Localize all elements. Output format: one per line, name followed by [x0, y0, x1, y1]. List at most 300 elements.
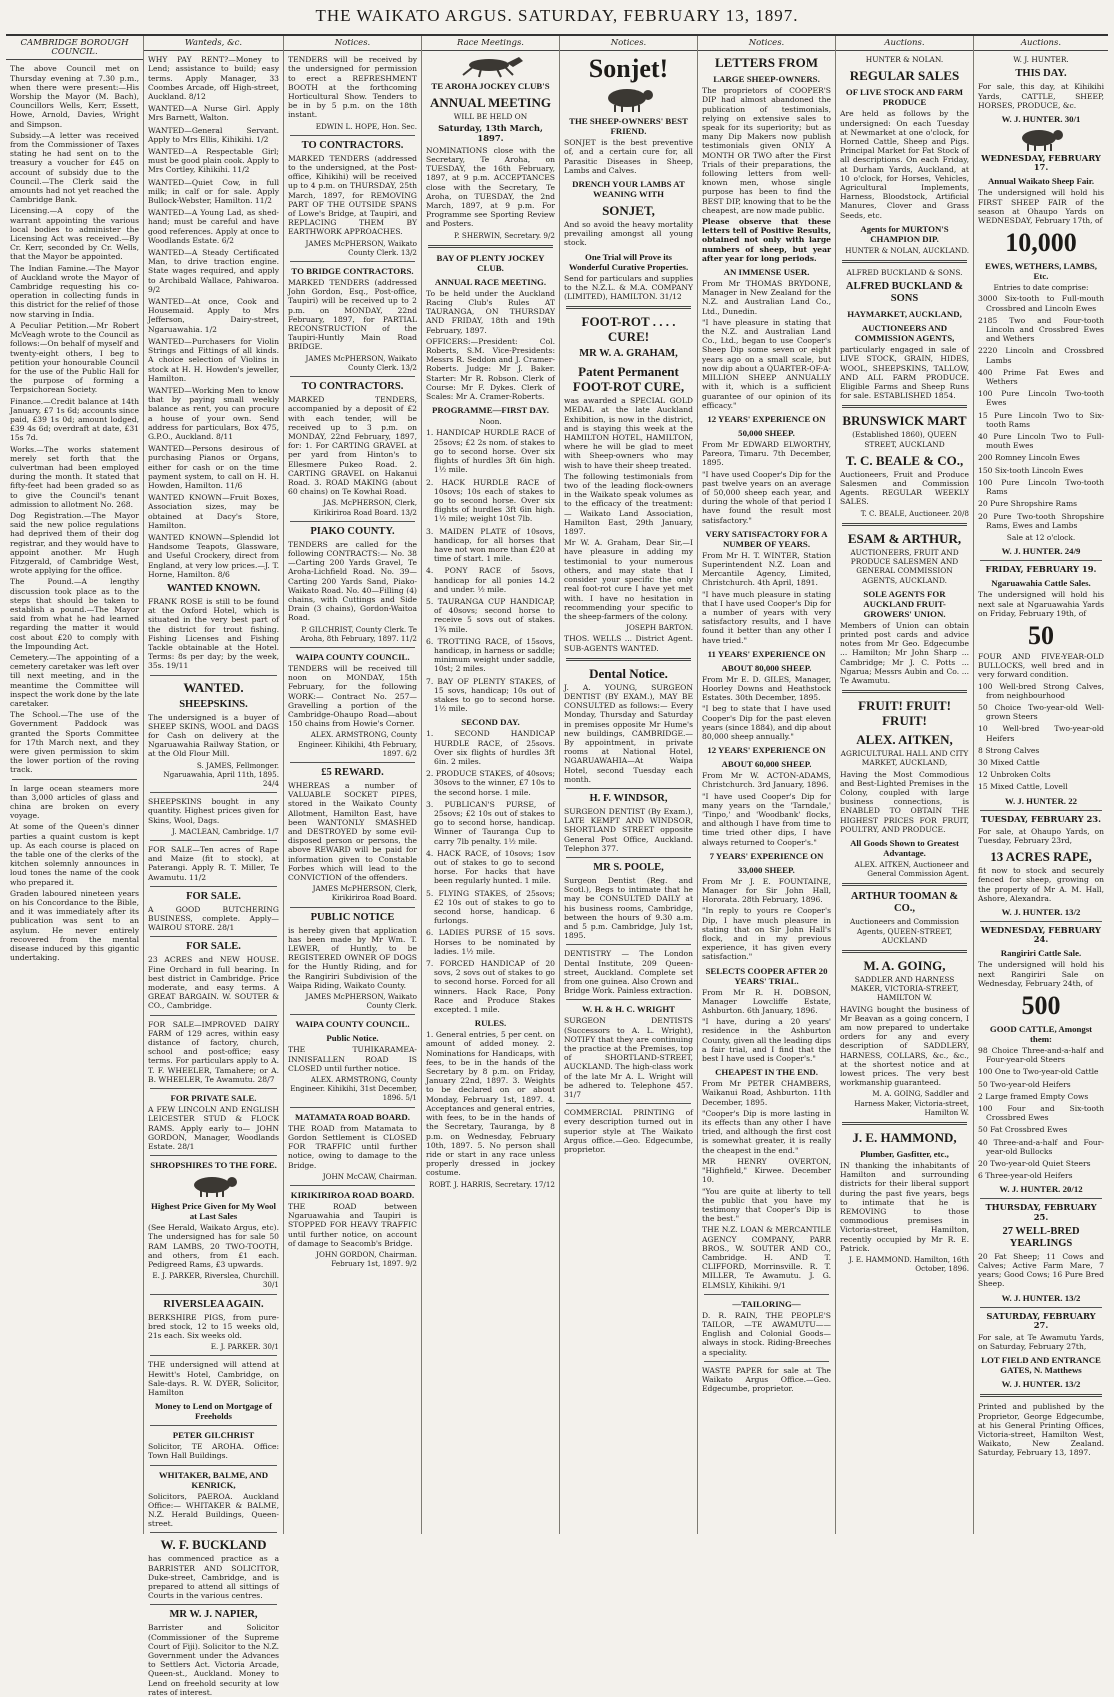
ad-title: FOR SALE. — [186, 941, 241, 953]
article-paragraph: Graden laboured nineteen years on his Concordance to the Bible, and it was immediately after its publication was sent to an asylum. He never entirely recovered from the mental disease induced by this gigantic undertaking. — [10, 888, 139, 963]
divider — [566, 306, 691, 309]
sale-entry: 150 Six-tooth Lincoln Ewes — [978, 465, 1084, 475]
sheep-icon — [599, 86, 659, 112]
ad-body: Are held as follows by the undersigned: On each Tuesday at Newmarket at one o'clock, for Horned Cattle, Sheep and Pigs. Principal Market for Fat Stock of all descriptions. On each Friday, at Durham Yards, Auckland, at 10 o'clock, for Horses, Vehicles, Agricultural Implements, Harness, Bloodstock, Artificial Manures, Clover and Grass Seeds, etc. — [840, 109, 969, 220]
ad-body: (See Herald, Waikato Argus, etc). The undersigned has for sale 50 RAM LAMBS, 20 TWO-TOOTH, and others, from £1 each. Pedigreed Rams, £3 upwards. — [148, 1223, 279, 1269]
divider — [980, 810, 1102, 811]
divider — [290, 647, 415, 648]
sale-entry: 98 Choice Three-and-a-half and Four-year-old Steers — [978, 1046, 1104, 1065]
race-entry: 1. SECOND HANDICAP HURDLE RACE, of 25sovs. Over six flights of hurdles 3ft 6in. 2 miles. — [426, 729, 555, 766]
column-auctions-1 — [836, 36, 974, 1534]
ad-subtitle: WILL BE HELD ON — [453, 112, 528, 122]
ad-title: BRUNSWICK MART — [842, 413, 967, 429]
ad-body: 20 Fat Sheep; 11 Cows and Calves; Active Farm Mare, 7 years; Good Cows; 16 Pure Bred Sheep. — [978, 1251, 1104, 1289]
section-title: CHEAPEST IN THE END. — [715, 1067, 818, 1078]
ad-title: M. A. GOING, — [863, 957, 946, 973]
cattle-entries-list — [978, 1046, 1104, 1180]
article-paragraph: Finance.—Credit balance at 14th January, £7 1s 6d; accounts since paid, £39 1s 0d; amount lodged, £39 4s 6d; overdraft at date, £31 15s 7d. — [10, 396, 139, 443]
race-entry: 1. HANDICAP HURDLE RACE of 25sovs; £2 2s nom. of stakes to go to second horse. Over six flights of hurdles 3ft 6in high. 1½ mile. — [426, 428, 555, 475]
race-entry: 2. HACK HURDLE RACE of 10sovs; 10s each of stakes to go to second horse. Over six flights of hurdles 3ft 6in high. 1½ mile; weight 10st 7lb. — [426, 477, 555, 524]
ad-title: WAIPA COUNTY COUNCIL. — [295, 651, 410, 662]
column-cambridge-council — [6, 36, 144, 1534]
ad-body: D. R. RAIN, THE PEOPLE'S TAILOR, —TE AWAMUTU—— English and Colonial Goods—always in stock. Riding-Breeches a speciality. — [702, 1310, 831, 1357]
ad-body: THE ROAD from Matamata to Gordon Settlement is CLOSED FOR TRAFFIC until further notice, owing to damage to the Bridge. — [288, 1123, 417, 1170]
ad-subtitle: AUCTIONEERS, FRUIT AND PRODUCE SALESMEN AND GENERAL COMMISSION AGENTS, AUCKLAND. — [850, 547, 959, 585]
ad-title: TO CONTRACTORS. — [301, 381, 404, 393]
sale-date: TUESDAY, FEBRUARY 23. — [980, 813, 1102, 824]
column-header: Notices. — [560, 38, 697, 51]
ad-signature: W. J. HUNTER. 13/2 — [1001, 1292, 1081, 1303]
ad-subtitle: One Trial will Prove its Wonderful Curative Properties. — [568, 251, 689, 272]
column-header: Notices. — [698, 38, 835, 51]
ad-subtitle: Ngaruawahia Cattle Sales. — [991, 578, 1091, 589]
column-header: Race Meetings. — [422, 38, 559, 51]
cattle-entries-list — [978, 682, 1104, 792]
sale-entry: 2220 Lincoln and Crossbred Lambs — [978, 346, 1104, 365]
ad-signature: JAS. McPHERSON, Clerk, Kirikiriroa Road Board. 13/2 — [313, 498, 417, 517]
column-header: Wanteds, &c. — [144, 38, 283, 51]
testimonial-source: From Mr H. T. WINTER, Station Superintendent N.Z. Loan and Mercantile Agency, Limited, Christchurch. 4th April, 1891. — [702, 550, 831, 588]
divider — [566, 944, 691, 945]
ad-body: MARKED TENDERS (addressed to the undersigned, at the Post-office, Kihikihi) will be received up to 4 p.m. on THURSDAY, 25th March, 1897, for REMOVING PART OF THE OUTSIDE SPANS of Lowe's Bridge, at Taupiri, and REPLACING THEM BY EARTHWORK APPROACHES. — [288, 153, 417, 237]
ad-signature: JAMES McPHERSON, Waikato County Clerk. — [305, 992, 417, 1011]
testimonial-source: From Mr THOMAS BRYDONE, Manager in New Zealand for the N.Z. and Australian Land Co., Ltd., Dunedin. — [702, 279, 831, 316]
sale-entry: 100 Four and Six-tooth Crossbred Ewes — [978, 1104, 1104, 1123]
testimonial: "In reply to yours re Cooper's Dip, I have much pleasure in stating that on Sir John Hall's flock, and in my previous experience, it has given every satisfaction." — [702, 906, 831, 962]
ad-signature: HUNTER & NOLAN, AUCKLAND. — [845, 245, 969, 255]
ad-title: MATAMATA ROAD BOARD. — [295, 1111, 410, 1122]
column-auctions-2 — [974, 36, 1108, 1534]
ad-body: particularly engaged in sale of LIVE STOCK, GRAIN, HIDES, WOOL, SHEEPSKINS, TALLOW, AND ALL FARM PRODUCE. Eligible Farms and Sheep Runs for sale. ESTABLISHED 1854. — [840, 345, 969, 401]
ad-signature: ALEX. AITKEN, Auctioneer and General Commission Agent. — [854, 859, 969, 879]
ad-body: SONJET is the best preventive of, and a certain cure for, all Parasitic Diseases in Sheep, Lambs and Calves. — [564, 138, 693, 175]
ad-title: PIAKO COUNTY. — [310, 525, 395, 537]
sale-entry: 50 Two-year-old Heifers — [978, 1079, 1071, 1089]
lot-count: 500 — [1021, 991, 1061, 1020]
sale-entry: 40 Three-and-a-half and Four-year-old Bullocks — [978, 1137, 1104, 1156]
divider — [566, 658, 691, 661]
ad-body: Solicitor, TE AROHA. Office: Town Hall Buildings. — [148, 1442, 279, 1461]
ad-subtitle: LARGE SHEEP-OWNERS. — [713, 74, 820, 85]
ad-title: 27 WELL-BRED YEARLINGS — [1002, 1225, 1080, 1249]
article-paragraph: The Pound.—A lengthy discussion took place as to the steps that should be taken to establish a pound.—The Mayor said from what he had learned regarding the matter it would cost about £20 to comply with the Impounding Act. — [10, 577, 139, 651]
ad-signature: JAMES McPHERSON, Waikato County Clerk. 13/2 — [305, 238, 417, 257]
divider — [566, 1103, 691, 1104]
rules-body: 1. General entries, 5 per cent. on amount of added money. 2. Nominations for Handicaps, with fees, to be in the hands of the Secretary by 8 p.m. on Friday, January 22nd, 1897. 3. Weights to be declared on or about Monday, February 1st, 1897. 4. Acceptances and general entries, with fees, to be in the hands of the Secretary, Tauranga, by 8 p.m. on Wednesday, February 10th, 1897. 5. No person shall ride or start in any race unless properly dressed in jockey costume. — [426, 1030, 555, 1178]
divider — [290, 135, 415, 136]
ad-signature: J. MACLEAN, Cambridge. 1/7 — [171, 826, 279, 836]
wanted-ad: WANTED—Quiet Cow, in full milk; in calf or for sale. Apply Bullock-Webster, Hamilton. 11/2 — [148, 177, 279, 206]
article-paragraph: Works.—The works statement merely set forth that the culvertman had been employed during the month. It stated that fifty-feet had been graded so as to give the Council's tenant admission to allotment No. 268. — [10, 444, 139, 509]
ad-body: SHEEPSKINS bought in any quantity. Highest prices given for Skins, Wool, Dags. — [148, 797, 279, 825]
ad-signature: JAMES McPHERSON, Waikato County Clerk. 13/2 — [305, 353, 417, 372]
ad-body: Having the Most Commodious and Best-Lighted Premises in the Colony, coupled with large business connections, is ENABLED TO OBTAIN THE HIGHEST PRICES FOR FRUIT, POULTRY, AND PRODUCE. — [840, 769, 969, 834]
ad-subtitle: ANNUAL MEETING — [430, 95, 551, 111]
ad-signature: W. J. HUNTER. 22 — [1004, 795, 1077, 806]
ad-title: ESAM & ARTHUR, — [847, 530, 962, 546]
section-title: 50,000 SHEEP. — [738, 427, 795, 438]
divider — [150, 886, 277, 887]
divider — [150, 675, 277, 676]
ad-body: TENDERS are called for the following CONTRACTS:— No. 38—Carting 200 Yards Gravel, Te Aroha-Lichfield Road. No. 39—Carting 200 Yards Sand, Piako-Waikato Road. No. 40—Filling (4) chains, with Cuttings and Side Drain (3 chains), Gordon-Waitoa Road. — [288, 539, 417, 623]
sale-entry: 20 Two-year-old Quiet Steers — [978, 1159, 1091, 1169]
divider — [842, 950, 967, 953]
ad-subtitle: Entries to date comprise: — [993, 283, 1089, 293]
ad-subtitle: (Established 1860), QUEEN STREET, AUCKLAND — [852, 430, 957, 449]
ad-body: SURGEON DENTIST (By Exam.), LATE KEMPT AND WINDSOR, SHORTLAND STREET opposite General Post Office, Auckland. Telephon 377. — [564, 806, 693, 853]
ad-title: TO BRIDGE CONTRACTORS. — [291, 266, 414, 277]
ad-title: SONJET, — [602, 203, 655, 219]
wanted-ads-list — [148, 55, 279, 579]
divider — [290, 376, 415, 377]
divider — [290, 907, 415, 908]
ad-body: FOR SALE—IMPROVED DAIRY FARM of 129 acres, within easy distance of factory, church, school and post-office; easy terms. For particulars apply to A. T. F. WHEELER, Tamahere; or A. B. WHEELER, Te Awamutu. 28/7 — [148, 1019, 279, 1084]
sale-entry: 50 Fat Crossbred Ewes — [978, 1125, 1068, 1135]
ad-subtitle: Auctioneers and Commission Agents, QUEEN-STREET, AUCKLAND — [849, 917, 960, 945]
ad-title: —TAILORING— — [732, 1298, 801, 1309]
divider — [566, 999, 691, 1000]
column-cooper-dip — [698, 36, 836, 1534]
wanted-ad: WANTED—A Steady Certificated Man, to drive traction engine. State wages required, and apply to Archibald Wallace, Pahiwaroa. 9/2 — [148, 248, 279, 294]
ad-body: 23 ACRES and NEW HOUSE. Fine Orchard in full bearing. In best district in Cambridge. Price moderate, and easy terms. A GREAT BARGAIN. W. SOUTER & CO., Cambridge. — [148, 955, 279, 1011]
ad-body: For sale, at Te Awamutu Yards, on Saturday, February 27th, — [978, 1333, 1104, 1352]
ad-subtitle: Plumber, Gasfitter, etc., — [860, 1149, 949, 1160]
sheep-entries-list — [978, 294, 1104, 529]
ad-subtitle: AUCTIONEERS AND COMMISSION AGENTS, — [854, 323, 955, 344]
divider — [980, 1394, 1102, 1397]
ad-signature: E. J. PARKER. 30/1 — [210, 1342, 279, 1352]
sale-entry: 40 Pure Lincoln Two to Full-mouth Ewes — [978, 432, 1104, 451]
ad-subtitle: SADDLER AND HARNESS MAKER, VICTORIA-STREET, HAMILTON W. — [850, 974, 959, 1003]
divider — [150, 1604, 277, 1605]
race-entry: 3. MAIDEN PLATE of 10sovs, handicap, for all horses that have not won more than £20 at time of start. 1 mile. — [426, 526, 555, 564]
ad-title: £5 REWARD. — [321, 767, 384, 778]
sale-date: WEDNESDAY, FEBRUARY 17. — [981, 153, 1101, 173]
divider — [290, 521, 415, 522]
ad-body: THOS. WELLS ... District Agent. SUB-AGENTS WANTED. — [564, 634, 693, 653]
wanted-ad: WANTED—Purchasers for Violin Strings and Fittings of all kinds. A choice selection of Violins in stock at H. H. Howden's jeweller, Hamilton. — [148, 336, 279, 383]
ad-topline: HUNTER & NOLAN. — [865, 55, 944, 65]
ad-signature: E. J. PARKER, Riverslea, Churchill. 30/1 — [152, 1271, 279, 1290]
ad-title: H. F. WINDSOR, — [589, 792, 668, 804]
divider — [150, 1465, 277, 1466]
ad-title: RIVERSLEA AGAIN. — [163, 1298, 264, 1310]
sale-entry: 10 Well-bred Two-year-old Heifers — [978, 724, 1104, 743]
sale-entry: 100 Pure Lincoln Two-tooth Rams — [978, 477, 1104, 497]
ad-title: PUBLIC NOTICE — [310, 911, 395, 923]
divider — [842, 523, 967, 526]
testimonial: "I have used Cooper's Dip for the past twelve years on an average of 50,000 sheep each year, and during the whole of that period I have found the result most satisfactory." — [702, 469, 831, 525]
ad-body: For sale, this day, at Kihikihi Yards, CATTLE, SHEEP, HORSES, PRODUCE, &c. — [978, 82, 1104, 110]
ad-title: TO CONTRACTORS. — [301, 139, 404, 151]
ad-signature: M. A. GOING, Saddler and Harness Maker, Victoria-street, Hamilton W. — [854, 1089, 969, 1117]
ad-title: ALEX. AITKEN, — [856, 732, 953, 748]
ad-body: Auctioneers, Fruit and Produce Salesmen and Commission Agents. REGULAR WEEKLY SALES. — [840, 469, 969, 507]
ad-subtitle: Annual Waikato Sheep Fair. — [987, 176, 1095, 187]
column-notices-tenders — [284, 36, 422, 1534]
ad-body: Members of Union can obtain printed post cards and advice notes from Mr Geo. Edgecumbe ... Hamilton; Mr John Sharp ... Cambridge; Mr J. C. Potts ... Ngarua; Messrs Aubin and Co. ... Te Awamutu. — [840, 620, 969, 685]
ad-subtitle: Money to Lend on Mortgage of Freeholds — [154, 1401, 273, 1422]
divider — [704, 1294, 829, 1295]
programme-title: SECOND DAY. — [461, 717, 520, 728]
race-entry: 4. HACK RACE, of 10sovs; 1sov out of stakes to go to second horse. For hacks that have been regularly hunted. 1 mile. — [426, 848, 555, 886]
testimonial: "Cooper's Dip is more lasting in its effects than any other I have tried, and although the first cost is somewhat greater, it is really the cheapest in the end." — [702, 1108, 831, 1155]
ad-title: J. E. HAMMOND, — [852, 1130, 957, 1146]
programme-title: PROGRAMME—FIRST DAY. — [432, 405, 549, 416]
ad-signature: JOHN GORDON, Chairman. February 1st, 1897. 9/2 — [316, 1249, 417, 1269]
ad-title: FOOT-ROT . . . . CURE! — [581, 314, 676, 345]
wanted-ad: WHY PAY RENT?—Money to Lend; assistance to build; easy terms. Apply Manager, 33 Coombes Arcade, off High-street, Auckland. 8/12 — [148, 55, 279, 102]
ad-body: SURGEON DENTISTS (Successors to A. L. Wright), NOTIFY that they are continuing the practice at the Premises, top of SHORTLAND-STREET, AUCKLAND. The high-class work of the late Mr A. L. Wright will be adhered to. Telephone 457. 31/7 — [564, 1016, 693, 1100]
ad-body: A GOOD BUTCHERING BUSINESS, complete. Apply— WAIROU STORE. 28/1 — [148, 904, 279, 933]
ad-signature: JAMES McPHERSON, Clerk, Kirikiriroa Road Board. — [312, 884, 417, 903]
race-entry: 6. LADIES PURSE of 15 sovs. Horses to be nominated by ladies. 1½ mile. — [426, 928, 555, 956]
testimonial: "I beg to state that I have used Cooper's Dip for the past eleven years (since 1884), and dip about 80,000 sheep annually." — [702, 704, 831, 741]
ad-title: WANTED KNOWN. — [166, 582, 261, 594]
ad-title: 13 ACRES RAPE, — [990, 849, 1092, 865]
ad-body: The undersigned will hold his next Rangiriri Sale on Wednesday, February 24th, of — [978, 960, 1104, 988]
sheep-icon — [1013, 127, 1069, 151]
column-header: Auctions. — [836, 38, 973, 51]
section-title: 7 YEARS' EXPERIENCE ON — [709, 850, 824, 861]
ad-signature: EDWIN L. HOPE, Hon. Sec. — [315, 121, 417, 131]
race-entry: 6. TROTTING RACE, of 15sovs, handicap, in harness or saddle; minimum weight under saddle, 10st; 2 miles. — [426, 636, 555, 674]
ad-signature: T. C. BEALE, Auctioneer. 20/8 — [860, 508, 969, 518]
ad-body: Solicitors, PAEROA. Auckland Office:— WHITAKER & BALME, N.Z. Herald Buildings, Queen-street. — [148, 1491, 279, 1529]
ad-body: Surgeon Dentist (Reg. and Scotl.), Begs to intimate that he may be CONSULTED DAILY at his business rooms, Cambridge, between the hours of 9.30 a.m. and 5 p.m. Cambridge, July 1st, 1895. — [564, 875, 693, 941]
ad-title: Dental Notice. — [589, 665, 668, 681]
ad-subtitle: Public Notice. — [326, 1033, 379, 1044]
ad-subtitle: Highest Price Given for My Wool at Last Sales — [150, 1201, 276, 1222]
sale-date: SATURDAY, FEBRUARY 27. — [986, 1310, 1096, 1330]
article-paragraph: The School.—The use of the Government Paddock was granted the Sports Committee for 17th March next, and they were given permission to skim the lower portion of the roving track. — [10, 710, 139, 775]
ad-title: T. C. BEALE & CO., — [845, 452, 964, 468]
wanted-ad: WANTED—At once, Cook and Housemaid. Apply to Mrs Jefferson, Dairy-street, Ngaruawahia. 1/2 — [148, 297, 279, 334]
ad-subtitle: HAYMARKET, AUCKLAND, — [847, 309, 962, 320]
ad-subtitle: DRENCH YOUR LAMBS AT WEANING WITH — [572, 179, 685, 200]
sale-entry: 8 Strong Calves — [978, 745, 1040, 755]
ad-title: THIS DAY. — [1015, 68, 1067, 80]
ad-subtitle: Patent Permanent FOOT-ROT CURE, — [572, 364, 685, 395]
ad-signature: J. E. HAMMOND. Hamilton, 16th October, 1896. — [848, 1255, 969, 1274]
ad-title: KIRIKIRIROA ROAD BOARD. — [290, 1189, 415, 1200]
race-entry: 3. PUBLICAN'S PURSE, of 25sovs; £2 10s out of stakes to go to second horse, handicap. Winner of Tauranga Cup to carry 7lb penalty. 1½ mile. — [426, 799, 555, 846]
sale-entry: 15 Mixed Cattle, Lovell — [978, 782, 1068, 792]
column-header: CAMBRIDGE BOROUGH COUNCIL. — [6, 38, 143, 60]
ad-body: FRANK ROSE is still to be found at the Oxford Hotel, which is situated in the very best part of the district for trout fishing. Fishing Licenses and Fishing Tackle obtainable at the Hotel. Terms: 8s per day; by the week, 35s. 19/11 — [148, 596, 279, 671]
race-entry: 7. BAY OF PLENTY STAKES, of 15 sovs, handicap; 10s out of stakes to go to second horse. 1½ mile. — [426, 676, 555, 714]
ad-body: was awarded a SPECIAL GOLD MEDAL at the late Auckland Exhibition, is now in the district, and is staying this week at the HAMILTON HOTEL, HAMILTON, where he will be glad to meet with Sheep-owners who may wish to have their sheep treated. — [564, 396, 693, 470]
sale-entry: 50 Choice Two-year-old Well-grown Steers — [978, 702, 1104, 722]
sale-date: THURSDAY, FEBRUARY 25. — [985, 1202, 1097, 1222]
wanted-ad: WANTED—Working Men to know that by paying small weekly balance as rent, you can procure a house of your own. Send address for particulars, Box 475, G.P.O., Auckland. 8/11 — [148, 385, 279, 441]
ad-body: NOMINATIONS close with the Secretary, Te Aroha, on TUESDAY, the 16th February, 1897, at 9 p.m. ACCEPTANCES close with the Secretary, Te Aroha, on TUESDAY, the 2nd March, 1897, at 9 p.m. For Programme see Sporting Review and Posters. — [426, 145, 555, 229]
ad-body: COMMERCIAL PRINTING of every description turned out in superior style at The Waikato Argus office.—Geo. Edgecumbe, proprietor. — [564, 1108, 693, 1155]
sale-entry: 15 Pure Lincoln Two to Six-tooth Rams — [978, 410, 1104, 429]
testimonial-source: MR HENRY OVERTON, "Highfield," Kirwee. December 10. — [702, 1156, 831, 1185]
sale-entry: 2 Large framed Empty Cows — [978, 1091, 1089, 1101]
race-list-day1 — [426, 428, 555, 713]
ad-body: Send for particulars and supplies to the N.Z.L. & M.A. COMPANY (LIMITED), HAMILTON. 31/12 — [564, 273, 693, 302]
masthead: THE WAIKATO ARGUS. SATURDAY, FEBRUARY 13, 1897. — [315, 6, 799, 25]
sale-entry: 20 Pure Two-tooth Shropshire Rams, Ewes and Lambs — [978, 511, 1104, 530]
ad-topline: W. J. HUNTER. — [1013, 55, 1069, 65]
ad-body: The undersigned will hold his FIRST SHEEP FAIR of the season at Ohaupo Yards on WEDNESDAY, February 17th, of — [978, 188, 1104, 226]
ad-title: Sonjet! — [588, 54, 669, 84]
officers-list: OFFICERS:—President: Col. Roberts, S.M. Vice-Presidents: Messrs R. Seddon and J. Cramer-Roberts. Judge: Mr J. Baker. Starter: Mr R. Robson. Clerk of Course: Mr F. Dykes. Clerk of Scales: Mr A. Cramer-Roberts. — [426, 336, 555, 402]
section-title: ABOUT 60,000 SHEEP. — [721, 759, 812, 770]
article-paragraph: Subsidy.—A letter was received from the Commissioner of Taxes stating he had sent on to the treasury a voucher for £45 on account of subsidy due to the Council.—The Clerk said the amounts had not yet reached the Cambridge Bank. — [10, 130, 139, 205]
ad-body: TENDERS will be received till noon on MONDAY, 15th February, for the following WORK:— Contract No. 257—Gravelling a portion of the Cambridge-Ohaupo Road—about 150 chains from Howie's Corner. — [288, 663, 417, 729]
testimonial: "I have used Cooper's Dip for many years on the 'Tarndale,' 'Tinpo,' and 'Woodbank' flocks, and although I have from time to time tried other dips, I have always returned to Cooper's." — [702, 791, 831, 847]
ad-body: has commenced practice as a BARRISTER AND SOLICITOR, Duke-street, Cambridge, and is prepared to attend all sittings of Courts in the various centres. — [148, 1554, 279, 1601]
testimonial-source: From Mr E. D. GILES, Manager, Hoorley Downs and Heathstock Estates. 30th December, 1895. — [702, 674, 831, 703]
column-race-meetings — [422, 36, 560, 1534]
race-list-day2 — [426, 729, 555, 1014]
divider — [290, 1107, 415, 1108]
ad-signature: W. J. HUNTER. 13/2 — [1001, 906, 1081, 917]
divider — [704, 1361, 829, 1362]
testimonial: "I have much pleasure in stating that I have used Cooper's Dip for a number of years with very satisfactory results, and I have found it better than any other I have tried." — [702, 589, 831, 645]
ad-title: FOR PRIVATE SALE. — [170, 1093, 257, 1104]
ad-body: fit now to stock and securely fenced for sheep, growing on the property of Mr A. M. Hall, Ashore, Alexandra. — [978, 866, 1104, 903]
divider — [290, 1014, 415, 1015]
divider — [150, 1532, 277, 1533]
horse-icon — [453, 55, 529, 77]
divider — [980, 921, 1102, 922]
ad-body: MARKED TENDERS (addressed John Gordon, Esq., Post-office, Taupiri) will be received up to 2 p.m. on MONDAY, 22nd February, 1897, for PARTIAL RECONSTRUCTION of the Taupiri-Huntly Main Road BRIDGE. — [288, 278, 417, 352]
testimonial: Mr W. A. Graham, Dear Sir,—I have pleasure in adding my testimonial to your numerous others, and may state that I consider your specific the only real foot-rot cure I have yet met with. I have no hesitation in recommending your specific to the sheep-farmers of the colony. — [564, 538, 693, 621]
meeting-date: Saturday, 13th March, 1897. — [438, 123, 543, 143]
sale-entry: 6 Three-year-old Heifers — [978, 1171, 1073, 1181]
ad-signature: P. SHERWIN, Secretary. 9/2 — [453, 230, 555, 240]
divider — [842, 690, 967, 693]
article-paragraph: A Peculiar Petition.—Mr Robert McVeagh wrote to the Council as follows:—On behalf of myself and twenty-eight others, I beg to petition your honourable Council for the use of the Public Hall for the purpose of forming a Terpsichorean Society. — [10, 320, 139, 395]
section-title: 11 YEARS' EXPERIENCE ON — [707, 648, 826, 659]
section-title: ABOUT 80,000 SHEEP. — [721, 662, 812, 673]
divider — [980, 560, 1102, 561]
ad-body: For sale, at Ohaupo Yards, on Tuesday, February 23rd, — [978, 826, 1104, 845]
sale-date: WEDNESDAY, FEBRUARY 24. — [981, 924, 1101, 945]
race-entry: 4. PONY RACE of 5sovs, handicap for all ponies 14.2 and under. ½ mile. — [426, 566, 555, 594]
ad-title: BAY OF PLENTY JOCKEY CLUB. — [436, 252, 545, 273]
ad-body: The undersigned will hold his next sale at Ngaruawahia Yards on Friday, February 19th, of — [978, 590, 1104, 618]
wanted-ad: WANTED—A Respectable Girl; must be good plain cook. Apply to Mrs Cortley, Kihikihi. 11/2 — [148, 147, 279, 175]
ad-body: THE undersigned will attend at Hewitt's Hotel, Cambridge, on Sale-days. R. W. DYER, Solicitor, Hamilton — [148, 1360, 279, 1397]
divider — [842, 1122, 967, 1125]
divider — [150, 1294, 277, 1295]
wanted-ad: WANTED KNOWN—Splendid lot Handsome Teapots, Glassware, and Useful Crockery, direct from England, at very low prices.—J. T. Horne, Hamilton. 8/6 — [148, 532, 279, 579]
section-title: VERY SATISFACTORY FOR A NUMBER OF YEARS. — [705, 528, 828, 549]
divider — [150, 936, 277, 937]
ad-body: TENDERS will be received by the undersigned for permission to erect a REFRESHMENT BOOTH at the forthcoming Horticultural Show. Tenders to be in by 5 p.m. on the 18th instant. — [288, 55, 417, 120]
race-entry: 2. PRODUCE STAKES, of 40sovs; 30sovs to the winner, £7 10s to the second horse. 1 mile. — [426, 769, 555, 797]
sale-entry: 2185 Two and Four-tooth Lincoln and Crossbred Ewes and Wethers — [978, 315, 1104, 344]
ad-subtitle: GOOD CATTLE, Amongst them: — [989, 1024, 1093, 1044]
ad-subtitle: SHEEPSKINS. — [179, 698, 248, 710]
ad-body: And so avoid the heavy mortality prevailing amongst all young stock. — [564, 220, 693, 248]
ad-title: MR S. POOLE, — [593, 861, 664, 873]
ad-signature: W. J. HUNTER. 13/2 — [1001, 1379, 1081, 1390]
ad-title: WHITAKER, BALME, AND KENRICK, — [158, 1469, 269, 1490]
ad-title: ARTHUR TOOMAN & CO., — [850, 891, 959, 915]
divider — [290, 1185, 415, 1186]
lot-count: 10,000 — [1005, 228, 1077, 258]
ad-body: WHEREAS a number of VALUABLE SOCKET PIPES, stored in the Waikato County Allotment, Hamilton East, have been WANTONLY SMASHED and DESTROYED by some evil-disposed person or persons, the above REWARD will be paid for information given to Constable Forbes which will lead to the CONVICTION of the offenders. — [288, 781, 417, 883]
divider — [842, 883, 967, 886]
ad-title: TE AROHA JOCKEY CLUB'S — [431, 81, 550, 92]
divider — [980, 1307, 1102, 1308]
ad-title: LETTERS FROM — [715, 55, 818, 71]
ad-title: WAIPA COUNTY COUNCIL. — [295, 1019, 410, 1030]
wanted-ad: WANTED—A Young Lad, as shed-hand; must be careful and have good references. Apply at once to Woodlands Estate. 6/2 — [148, 208, 279, 245]
agents-list: THE N.Z. LOAN & MERCANTILE AGENCY COMPANY, PARR BROS., W. SOUTER AND CO., Cambridge. H. AND T. CLIFFORD, Morrinsville. R. T. MILLER, Te Awamutu. J. G. ELMSLY, Kihikihi. 9/1 — [702, 1225, 831, 1290]
section-title: AN IMMENSE USER. — [723, 267, 810, 278]
ad-title: PETER GILCHRIST — [172, 1430, 255, 1441]
ad-subtitle: All Goods Shown to Greatest Advantage. — [850, 837, 959, 858]
section-title: 12 YEARS' EXPERIENCE ON — [707, 745, 826, 756]
divider — [290, 762, 415, 763]
ad-subtitle: OF LIVE STOCK AND FARM PRODUCE — [845, 87, 964, 108]
article-paragraph: Cemetery.—The appointing of a cemetery caretaker was left over till next meeting, and in the meantime the Committee will inspect the work done by the late caretaker. — [10, 653, 140, 709]
ad-signature: JOHN McCAW, Chairman. — [322, 1171, 417, 1181]
article-paragraph: At some of the Queen's dinner parties a quaint custom is kept up. As each course is placed on the table one of the clerks of the kitchen solemnly announces in loud tones the name of the cook who prepared it. — [10, 822, 139, 887]
ad-title: WANTED. — [183, 679, 244, 695]
ad-subtitle: THE SHEEP-OWNERS' BEST FRIEND. — [569, 116, 688, 137]
article-paragraph: The above Council met on Thursday evening at 7.30 p.m., when there were present:—His Worship the Mayor (M. Bach), Councillors Wells, Kerr, Essett, Howe, Arnold, Davies, Wright and Simpson. — [10, 64, 139, 129]
sheep-icon — [184, 1173, 244, 1197]
ad-title: W. H. & H. C. WRIGHT — [581, 1004, 676, 1015]
lot-count: 50 — [1028, 620, 1054, 650]
testimonial-source: From Mr W. ACTON-ADAMS, Christchurch. 3rd January, 1896. — [702, 771, 831, 790]
testimonial-source: From Mr EDWARD ELWORTHY, Pareora, Timaru. 7th December, 1895. — [702, 439, 831, 468]
race-entry: 5. FLYING STAKES, of 25sovs; £2 10s out of stakes to go to second horse, handicap. 6 furlongs. — [426, 888, 555, 926]
race-entry: 7. FORCED HANDICAP of 20 sovs, 2 sovs out of stakes to go to second horse. Forced for all winners. Hack Race, Pony Race and Produce Stakes excepted. 1 mile. — [426, 959, 555, 1015]
ad-body: Please observe that these letters tell of Positive Results, obtained not only with large numbers of sheep, but year after year for long periods. — [702, 217, 831, 263]
ad-subtitle: Rangiriri Cattle Sale. — [1000, 948, 1082, 959]
article-paragraph: The Indian Famine.—The Mayor of Auckland wrote the Mayor of Cambridge requesting his co-operation in collecting funds in this district for the relief of those now starving in India. — [10, 263, 139, 319]
ad-signature: W. J. HUNTER. 24/9 — [1001, 546, 1081, 557]
divider — [12, 779, 137, 780]
divider — [290, 261, 415, 262]
divider — [980, 1198, 1102, 1199]
ad-signature: W. J. HUNTER. 30/1 — [1001, 114, 1081, 125]
race-time: Noon. — [479, 417, 502, 427]
ad-subtitle: EWES, WETHERS, LAMBS, Etc. — [984, 261, 1098, 282]
ad-body: BERKSHIRE PIGS, from pure-bred stock, 12 to 15 weeks old, 21s each. Six weeks old. — [148, 1312, 279, 1340]
ad-body: IN thanking the inhabitants of Hamilton and surrounding districts for their liberal support during the past five years, begs to intimate that he is REMOVING to those commodious premises in Victoria-street, Hamilton, recently occupied by Mr R. E. Patrick. — [840, 1161, 969, 1253]
sale-date: FRIDAY, FEBRUARY 19. — [985, 564, 1097, 575]
sale-entry: 20 Pure Shropshire Rams — [978, 499, 1078, 509]
sale-entry: 3000 Six-tooth to Full-mouth Crossbred and Lincoln Ewes — [978, 294, 1104, 313]
sale-entry: 100 Well-bred Strong Calves, from neighbourhood — [978, 681, 1104, 700]
ad-subtitle: AGRICULTURAL HALL AND CITY MARKET, AUCKLAND, — [840, 749, 969, 768]
ad-title: W. F. BUCKLAND — [160, 1537, 267, 1553]
wanted-ad: WANTED KNOWN—Fruit Boxes, Association sizes, may be obtained at Dacy's Store, Hamilton. — [148, 493, 279, 530]
ad-subtitle: SOLE AGENTS FOR AUCKLAND FRUIT-GROWERS' UNION. — [863, 588, 946, 619]
testimonial: "You are quite at liberty to tell the public that you have my testimony that Cooper's Dip is the best." — [702, 1186, 831, 1224]
column-sonjet-dental — [560, 36, 698, 1534]
ad-title: REGULAR SALES — [849, 68, 960, 84]
divider — [566, 857, 691, 858]
column-header: Notices. — [284, 38, 421, 51]
ad-signature: ALEX. ARMSTRONG, County Engineer. Kihikihi, 4th February, 1897. 6/2 — [298, 730, 417, 758]
ad-signature: JOSEPH BARTON. — [626, 623, 693, 633]
testimonial-source: From Mr R. H. DOBSON, Manager Lowcliffe Estate, Ashburton. 6th January, 1896. — [702, 987, 831, 1016]
testimonial-source: From Mr J. E. FOUNTAINE, Manager for Sir John Hall, Hororata. 28th February, 1896. — [702, 876, 831, 905]
sale-entry: 30 Mixed Cattle — [978, 757, 1040, 767]
ad-body: J. A. YOUNG, SURGEON DENTIST (BY EXAM.), MAY BE CONSULTED as follows:— Every Monday, Thursday and Saturday in premises opposite Mr Hume's new buildings, CAMBRIDGE.—By appointment, in private rooms at National Hotel, NGARUAWAHIA—At Waipa Hotel, second Tuesday each month. — [564, 682, 693, 784]
